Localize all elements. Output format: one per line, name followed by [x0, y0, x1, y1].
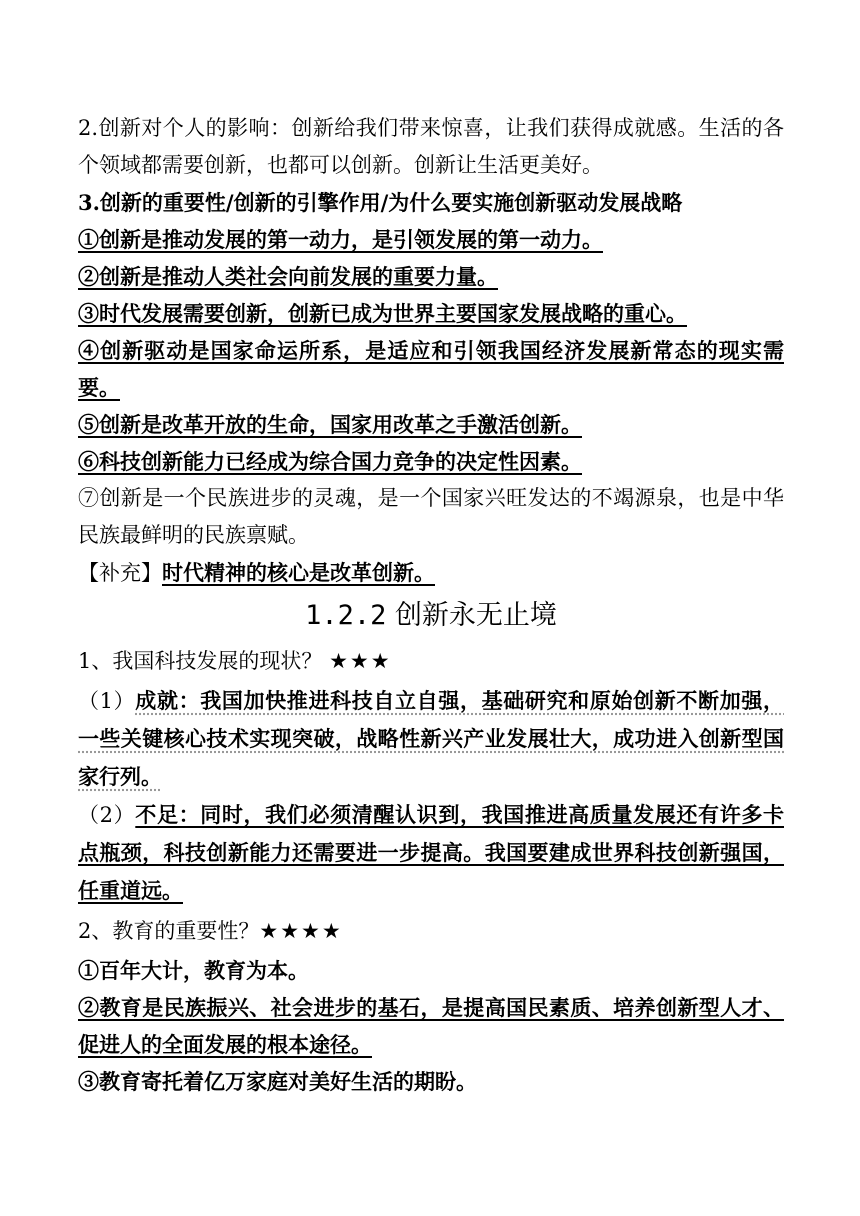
answer-1-label: （1） [78, 689, 136, 713]
star-rating-icon: ★★★★ [259, 919, 343, 943]
supplement-label: 【补充】 [78, 561, 162, 585]
point-6 [78, 443, 784, 480]
section-number: 1.2.2 [305, 600, 387, 631]
document-page [78, 110, 784, 1100]
point-1-text: ①创新是推动发展的第一动力，是引领发展的第一动力。 [78, 227, 603, 252]
answer-2-text: 不足：同时，我们必须清醒认识到，我国推进高质量发展还有许多卡点瓶颈，科技创新能力还需要进一步提高。我国要建成世界科技创新强国，任重道远。 [78, 802, 784, 903]
point-5 [78, 406, 784, 443]
answer-1-text: 成就：我国加快推进科技自立自强，基础研究和原始创新不断加强，一些关键核心技术实现突破，战略性新兴产业发展壮大，成功进入创新型国家行列。 [78, 688, 784, 789]
education-point-2 [78, 989, 784, 1063]
point-4-text: ④创新驱动是国家命运所系，是适应和引领我国经济发展新常态的现实需要。 [78, 338, 784, 400]
education-point-3: ③教育寄托着亿万家庭对美好生活的期盼。 [78, 1069, 477, 1094]
supplement [78, 554, 784, 592]
answer-1-achievement [78, 682, 784, 796]
point-4 [78, 332, 784, 406]
point-3 [78, 295, 784, 332]
paragraph-personal-impact: 2.创新对个人的影响：创新给我们带来惊喜，让我们获得成就感。生活的各个领域都需要创新，也都可以创新。创新让生活更美好。 [78, 116, 784, 177]
question-2-text: 2、教育的重要性？ [78, 919, 260, 943]
point-2 [78, 258, 784, 295]
education-point-2-text: ②教育是民族振兴、社会进步的基石，是提高国民素质、培养创新型人才、促进人的全面发展的根本途径。 [78, 995, 784, 1057]
point-1 [78, 221, 784, 258]
question-1-title [78, 640, 784, 682]
star-rating-icon: ★★★ [329, 649, 392, 673]
education-point-1: ①百年大计，教育为本。 [78, 958, 309, 983]
point-6-text: ⑥科技创新能力已经成为综合国力竞争的决定性因素。 [78, 449, 582, 474]
section-heading [78, 592, 784, 640]
question-1-text: 1、我国科技发展的现状？ [78, 649, 323, 673]
answer-2-label: （2） [78, 803, 136, 827]
heading-importance: 3.创新的重要性/创新的引擎作用/为什么要实施创新驱动发展战略 [78, 190, 683, 215]
answer-2-shortfall [78, 796, 784, 910]
question-2-title [78, 910, 784, 952]
point-5-text: ⑤创新是改革开放的生命，国家用改革之手激活创新。 [78, 412, 582, 437]
supplement-text: 时代精神的核心是改革创新。 [162, 560, 435, 585]
point-2-text: ②创新是推动人类社会向前发展的重要力量。 [78, 264, 498, 289]
point-7: ⑦创新是一个民族进步的灵魂，是一个国家兴旺发达的不竭源泉，也是中华民族最鲜明的民族禀赋。 [78, 486, 784, 547]
section-title: 创新永无止境 [394, 600, 557, 631]
point-3-text: ③时代发展需要创新，创新已成为世界主要国家发展战略的重心。 [78, 301, 687, 326]
